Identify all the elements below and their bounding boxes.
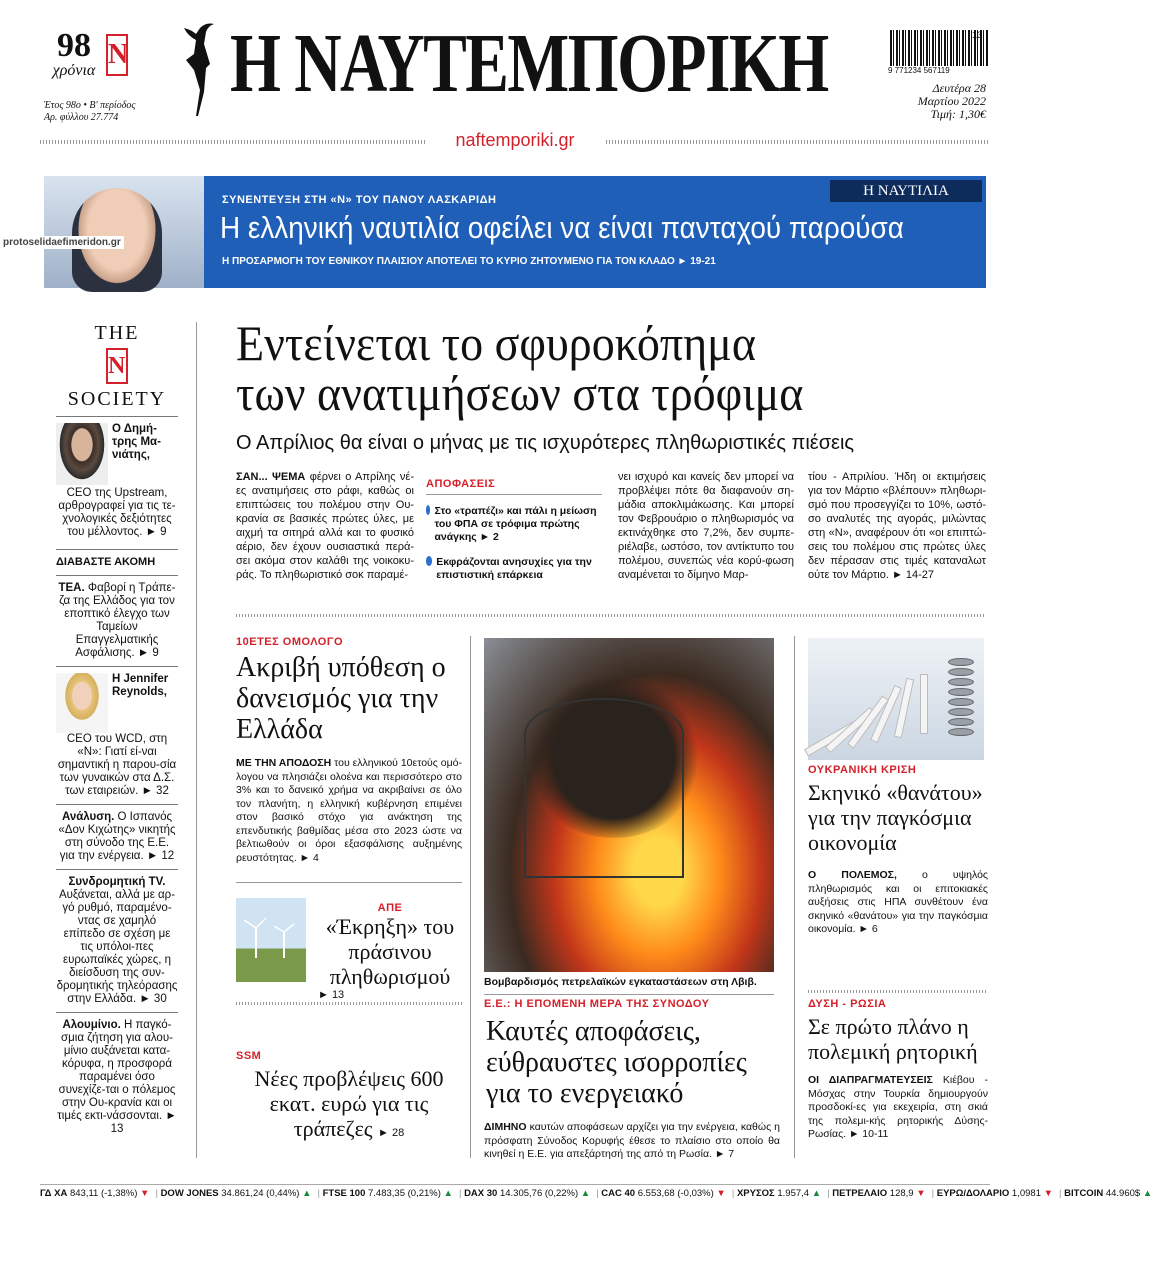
reynolds-photo [56,673,108,733]
read-more-item[interactable]: Αλουμίνιο. Η παγκό-σμια ζήτηση για αλου-μίνιο αυξάνεται κατα-κόρυφα, η προσφορά παραμένει όσο συνεχίζε-ται ο πόλεμος στην Ου-κρανία και οι τιμές εκτι-νάσσονται. ► 13 [57,1019,177,1135]
site-url-link[interactable]: naftemporiki.gr [455,130,575,150]
ticker-item: FTSE 100 7.483,35 (0,21%) ▲ [322,1188,453,1199]
date-line-2: Μαρτίου 2022 [917,94,986,108]
ape-kicker: ΑΠΕ [377,902,403,914]
bond-kicker: 10ΕΤΕΣ ΟΜΟΛΟΓΟ [236,636,344,648]
read-more-title: ΔΙΑΒΑΣΤΕ ΑΚΟΜΗ [56,556,156,568]
society-n-logo: N [106,348,128,384]
arrow-down-icon: ▼ [140,1188,150,1199]
issue-line-1: Έτος 98ο • Β' περίοδος [44,100,136,111]
issue-info [44,100,135,124]
years-label: χρόνια [52,62,96,79]
society-item-name: Ο Δημή-τρης Μα-νιάτης, [112,423,161,461]
russia-story[interactable] [808,998,988,1142]
arrow-down-icon: ▼ [916,1188,926,1199]
arrow-up-icon: ▲ [811,1188,822,1199]
column-divider [196,322,197,1158]
eu-kicker: Ε.Ε.: Η ΕΠΟΜΕΝΗ ΜΕΡΑ ΤΗΣ ΣΥΝΟΔΟΥ [484,998,710,1010]
arrow-down-icon: ▼ [1043,1188,1054,1199]
ukraine-text: Ο ΠΟΛΕΜΟΣ, ο υψηλός πληθωρισμός και οι επιτοκιακές αυξήσεις στις ΗΠΑ συνθέτουν ένα σκηνικό «θανάτου» για την παγκόσμια οικονομία. ► 6 [808,869,988,935]
date-line-1: Δευτέρα 28 [932,81,986,95]
bond-headline: Ακριβή υπόθεση ο δανεισμός για την Ελλάδα [236,652,446,745]
russia-headline: Σε πρώτο πλάνο η πολεμική ρητορική [808,1014,978,1064]
ukraine-headline: Σκηνικό «θανάτου» για την παγκόσμια οικονομία [808,780,983,855]
decisions-title: ΑΠΟΦΑΣΕΙΣ [426,478,496,490]
decisions-box [426,478,602,582]
issue-line-2: Αρ. φύλλου 27.774 [44,112,119,123]
fire-photo [484,638,774,972]
market-ticker: ΓΔ ΧΑ 843,11 (-1,38%) ▼ | DOW JONES 34.861,24 (0,44%) ▲ | FTSE 100 7.483,35 (0,21%) ▲ | DAX 30 14.305,76 (0,22%) ▲ | CAC 40 6.553,68 (-0,03%) ▼ | ΧΡΥΣΟΣ 1.957,4 ▲ | ΠΕΤΡΕΛΑΙΟ 128,9 ▼ | ΕΥΡΩ/ΔΟΛΑΡΙΟ 1,0981 ▼ | BITCOIN 44.960$ ▲ [40,1184,990,1202]
reynolds-text: CEO του WCD, στη «Ν»: Γιατί εί-ναι σημαντική η παρου-σία των γυναικών στα Δ.Σ. των εταιρειών. ► 32 [57,733,177,797]
ticker-item: BITCOIN 44.960$ ▲ [1064,1188,1153,1199]
ukraine-kicker: ΟΥΚΡΑΝΙΚΗ ΚΡΙΣΗ [808,764,917,776]
ticker-item: DAX 30 14.305,76 (0,22%) ▲ [464,1188,591,1199]
newspaper-title: Η ΝΑΥΤΕΜΠΟΡΙΚΗ [230,17,828,110]
society-word: SOCIETY [67,388,167,410]
ticker-item: ΕΥΡΩ/ΔΟΛΑΡΙΟ 1,0981 ▼ [936,1188,1054,1199]
read-more-item[interactable]: ΤΕΑ. Φαβορί η Τράπε-ζα της Ελλάδος για τον εποπτικό έλεγχο των Ταμείων Επαγγελματικής Ασφάλισης. ► 9 [58,582,176,659]
society-the: THE [94,322,140,344]
lead-column-3: νει ισχυρό και κανείς δεν μπορεί να προβλέψει πότε θα διαφανούν ση-μάδια αποκλιμάκωσης. Και μπορεί τον Φεβρουάριο ο πληθωρισμός να εκτινάχθηκε στο 7,2%, δεν συμπε-ριέλαβε, ωστόσο, τον αντίκτυπο του πολέμου, συνεπώς νέα κορύ-φωση αναμένεται το δίμηνο Μαρ- [618,471,794,581]
ape-headline: «Έκρηξη» του πράσινου πληθωρισμού [325,914,455,989]
banner-kicker: ΣΥΝΕΝΤΕΥΞΗ ΣΤΗ «Ν» ΤΟΥ ΠΑΝΟΥ ΛΑΣΚΑΡΙΔΗ [222,194,497,206]
ssm-kicker: SSM [236,1050,262,1062]
left-column [56,322,178,1136]
ssm-headline: Νέες προβλέψεις 600 εκατ. ευρώ για τις τράπεζες ► 28 [254,1066,444,1141]
years-number: 98 [57,27,91,64]
barcode-issue: 13 [972,30,983,40]
read-more-item[interactable]: Συνδρομητική TV. Αυξάνεται, αλλά με αρ-γό ρυθμό, παραμένο-ντας σε χαμηλό επίπεδο σε σχέση με τις υπόλοι-πες ευρωπαϊκές χώρες, η διείσδυση της συν-δρομητικής τηλεόρασης στην Ελλάδα. ► 30 [56,876,178,1005]
bullet-dot-icon [426,556,432,566]
price: Τιμή: 1,30€ [930,107,986,121]
wind-turbines-photo [236,898,306,982]
eu-text: ΔΙΜΗΝΟ καυτών αποφάσεων αρχίζει για την ενέργεια, καθώς η πρόσφατη Σύνοδος Κορυφής έθεσε το πλαίσιο στο οποίο θα κινηθεί η Ε.Ε. για απεξάρτησή της από τη Ρωσία. ► 7 [484,1121,780,1160]
watermark: protoselidaefimeridon.gr [0,236,124,249]
hermes-logo-icon [178,20,222,120]
lead-headline-line-1: Εντείνεται το σφυροκόπημα [236,315,756,371]
ssm-story[interactable] [236,1050,462,1146]
column-divider [470,636,471,1158]
lead-column-4: τίου - Απριλίου. Ήδη οι εκτιμήσεις για τον Μάρτιο «βλέπουν» πληθωρι-σμό που προσεγγίζει το 10%, ωστό-σο αναλυτές της αγοράς, μιλώντας στη «Ν», αναφέρουν ότι «οι επιπτώ-σεις του πολέμου στις πρώτες ύλες δεν πέρασαν στις τιμές καταναλωτ ούτε τον Μάρτιο. ► 14-27 [808,471,986,581]
column-divider [794,636,795,1158]
bond-story[interactable] [236,636,462,865]
maniatis-photo [56,423,108,485]
ape-story[interactable] [316,902,464,1001]
russia-kicker: ΔΥΣΗ - ΡΩΣΙΑ [808,998,887,1010]
decision-bullet-1[interactable]: Στο «τραπέζι» και πάλι η μείωση του ΦΠΑ σε τρόφιμα πρώτης ανάγκης ► 2 [426,505,602,544]
banner-headline: Η ελληνική ναυτιλία οφείλει να είναι πανταχού παρούσα [220,210,904,245]
decision-bullet-2[interactable]: Εκφράζονται ανησυχίες για την επιστιστική επάρκεια [426,556,602,582]
ticker-item: DOW JONES 34.861,24 (0,44%) ▲ [160,1188,312,1199]
arrow-up-icon: ▲ [580,1188,591,1199]
divider [236,882,462,883]
shipping-section-tag: Η ΝΑΥΤΙΛΙΑ [830,180,982,202]
years-badge [44,27,104,80]
arrow-up-icon: ▲ [443,1188,453,1199]
brand-n-logo: N [106,34,128,76]
russia-text: ΟΙ ΔΙΑΠΡΑΓΜΑΤΕΥΣΕΙΣ Κιέβου - Μόσχας στην Τουρκία δημιουργούν προσδοκί-ες για εκεχειρία, στη σκιά της πολεμι-κής ρητορικής Δύσης-Ρωσίας. ► 10-11 [808,1074,989,1140]
society-item-text: CEO της Upstream, αρθρογραφεί για τις τε-χνολογικές δεξιότητες του μέλλοντος. ► 9 [58,487,176,538]
ticker-item: ΧΡΥΣΟΣ 1.957,4 ▲ [736,1188,822,1199]
ticker-item: ΠΕΤΡΕΛΑΙΟ 128,9 ▼ [832,1188,926,1199]
arrow-up-icon: ▲ [302,1188,312,1199]
ticker-item: CAC 40 6.553,68 (-0,03%) ▼ [601,1188,726,1199]
arrow-up-icon: ▲ [1142,1188,1153,1199]
lead-deck: Ο Απρίλιος θα είναι ο μήνας με τις ισχυρότερες πληθωριστικές πιέσεις [236,432,855,454]
lead-headline-line-2: των ανατιμήσεων στα τρόφιμα [236,365,804,421]
lead-column-1: ΣΑΝ... ΨΕΜΑ φέρνει ο Απρίλης νέ-ες ανατιμήσεις στο ράφι, καθώς οι επιπτώσεις του πολέμου στην Ου-κρανία σε βασικές πρώτες ύλες, με αιχμή τα σιτηρά αλλά και το φυσικό αέριο, δεν έχουν ουσιαστικά περά-σει ακόμα στον καλάθι της νοικοκυ-ράς. Το πληθωριστικό σοκ παραμέ- [236,471,414,581]
dominoes-coins-photo [808,638,984,760]
read-more-item[interactable]: Ανάλυση. Ο Ισπανός «Δον Κιχώτης» νικητής στη σύνοδο της Ε.Ε. για την ενέργεια. ► 12 [58,811,176,862]
edition-date [860,82,986,121]
barcode-number: 9 771234 567119 [888,66,950,75]
ukraine-story[interactable] [808,764,988,937]
bullet-dot-icon [426,505,430,515]
divider [236,1002,462,1005]
eu-headline: Καυτές αποφάσεις, εύθραυστες ισορροπίες για το ενεργειακό [486,1016,747,1109]
ape-ref: ► 13 [318,989,345,1001]
divider [808,990,988,993]
divider [484,994,774,995]
banner-subline: Η ΠΡΟΣΑΡΜΟΓΗ ΤΟΥ ΕΘΝΙΚΟΥ ΠΛΑΙΣΙΟΥ ΑΠΟΤΕΛΕΙ ΤΟ ΚΥΡΙΟ ΖΗΤΟΥΜΕΝΟ ΓΙΑ ΤΟΝ ΚΛΑΔΟ ► 19-21 [222,256,716,267]
shipping-interview-banner[interactable] [44,176,986,288]
interviewee-photo [44,176,204,288]
society-item[interactable] [56,423,178,485]
lead-headline[interactable] [236,315,917,421]
arrow-down-icon: ▼ [716,1188,726,1199]
ticker-item: ΓΔ ΧΑ 843,11 (-1,38%) ▼ [40,1188,150,1199]
photo-caption: Βομβαρδισμός πετρελαϊκών εγκαταστάσεων στη Λβιβ. [484,976,757,988]
bond-text: ΜΕ ΤΗΝ ΑΠΟΔΟΣΗ του ελληνικού 10ετούς ομό-λογου να πλησιάζει ολοένα και περισσότερο στο 3% και το δανεικό χρήμα να ακριβαίνει σε όλο τον πλανήτη, η ελληνική κυβέρνηση επιμένει στον βασικό στόχο για ανάκτηση της επενδυτικής βαθμίδας μέσα στο 2023 ώστε να βελτιωθούν οι όροι εξασφάλισης αυξημένης ρευστότητας. ► 4 [236,757,462,864]
reynolds-name: Η Jennifer Reynolds, [112,673,169,698]
eu-story[interactable] [484,998,780,1162]
read-more-item[interactable] [56,673,178,733]
section-divider [236,614,986,617]
